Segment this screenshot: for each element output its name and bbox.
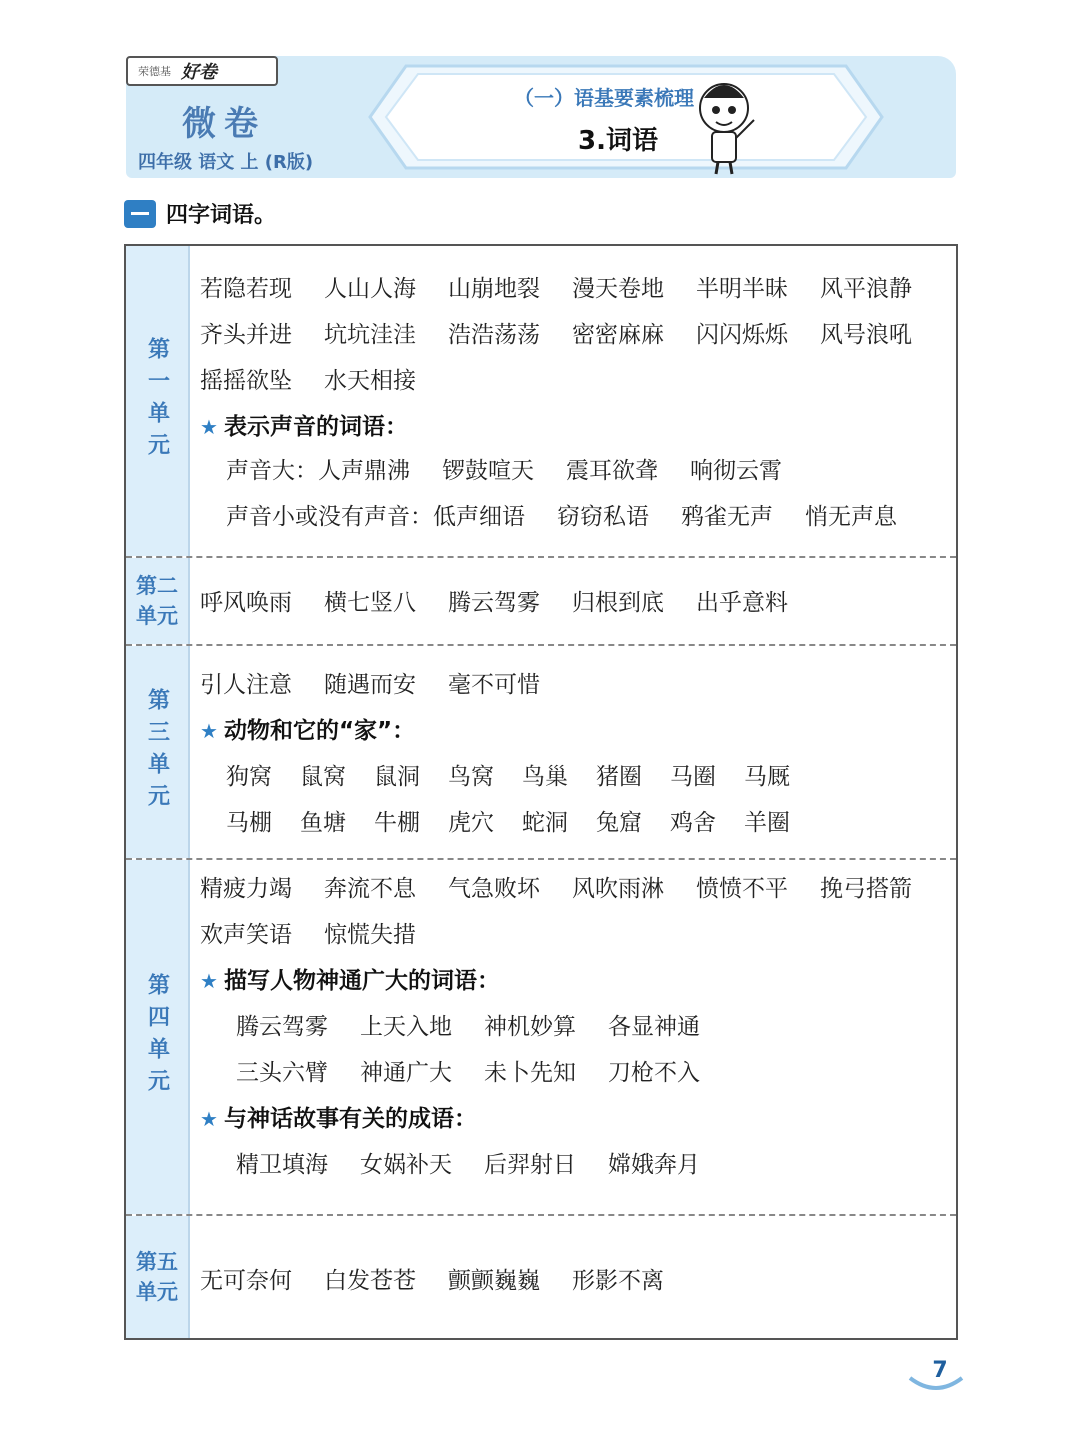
word: 猪圈 xyxy=(596,764,642,790)
word: 山崩地裂 xyxy=(448,276,540,302)
word: 上天入地 xyxy=(360,1014,452,1040)
unit-2-label xyxy=(126,558,190,644)
word-line xyxy=(226,758,818,791)
word: 引人注意 xyxy=(200,672,292,698)
brand-series: 好卷 xyxy=(181,62,217,83)
word-line xyxy=(236,1054,732,1087)
sub-heading xyxy=(200,1100,477,1133)
sub-heading-text: 与神话故事有关的成语： xyxy=(223,1106,477,1132)
star-icon: ★ xyxy=(200,1107,218,1131)
word-line xyxy=(236,1008,732,1041)
word: 腾云驾雾 xyxy=(448,590,540,616)
unit-5-row xyxy=(126,1216,956,1338)
word: 鱼塘 xyxy=(300,810,346,836)
word: 奔流不息 xyxy=(324,876,416,902)
word: 无可奈何 xyxy=(200,1268,292,1294)
star-icon: ★ xyxy=(200,969,218,993)
word: 呼风唤雨 xyxy=(200,590,292,616)
word: 鸦雀无声 xyxy=(681,504,773,530)
category-prefix: 声音小或没有声音： xyxy=(226,504,433,530)
unit-2-row xyxy=(126,558,956,646)
word: 风平浪静 xyxy=(820,276,912,302)
word: 风吹雨淋 xyxy=(572,876,664,902)
word: 各显神通 xyxy=(608,1014,700,1040)
word: 锣鼓喧天 xyxy=(442,458,534,484)
word: 神机妙算 xyxy=(484,1014,576,1040)
book-title: 微卷 xyxy=(182,104,266,144)
word: 颤颤巍巍 xyxy=(448,1268,540,1294)
word-line xyxy=(200,870,944,903)
word: 马圈 xyxy=(670,764,716,790)
sub-heading-text: 动物和它的“家”： xyxy=(223,718,416,744)
word: 人声鼎沸 xyxy=(318,458,410,484)
word: 窃窃私语 xyxy=(557,504,649,530)
word: 悄无声息 xyxy=(805,504,897,530)
word: 马厩 xyxy=(744,764,790,790)
sub-heading-text: 表示声音的词语： xyxy=(223,414,408,440)
word: 鸟巢 xyxy=(522,764,568,790)
unit-2-content xyxy=(190,558,956,644)
sub-heading xyxy=(200,712,415,745)
sub-heading xyxy=(200,408,408,441)
question-number-badge xyxy=(124,200,156,228)
word: 未卜先知 xyxy=(484,1060,576,1086)
page-number: 7 xyxy=(932,1357,948,1383)
word: 精疲力竭 xyxy=(200,876,292,902)
word: 惊慌失措 xyxy=(324,922,416,948)
unit-3-content xyxy=(190,646,956,858)
word-line xyxy=(226,804,818,837)
unit-1-row xyxy=(126,246,956,558)
word: 鼠洞 xyxy=(374,764,420,790)
unit-1-label: 第一单元 xyxy=(126,246,190,556)
word: 嫦娥奔月 xyxy=(608,1152,700,1178)
question-heading xyxy=(124,198,276,229)
grade-label: 四年级 语文 上 (R版) xyxy=(138,152,314,173)
word: 若隐若现 xyxy=(200,276,292,302)
word: 闪闪烁烁 xyxy=(696,322,788,348)
word-line xyxy=(200,270,944,303)
word: 后羿射日 xyxy=(484,1152,576,1178)
unit-3-label: 第三单元 xyxy=(126,646,190,858)
word: 气急败坏 xyxy=(448,876,540,902)
vocab-table xyxy=(124,244,958,1340)
header-banner xyxy=(126,56,956,178)
word-line xyxy=(200,1262,696,1295)
word: 齐头并进 xyxy=(200,322,292,348)
word: 横七竖八 xyxy=(324,590,416,616)
word: 毫不可惜 xyxy=(448,672,540,698)
section-panel xyxy=(366,62,886,172)
word-line xyxy=(236,1146,732,1179)
word-line xyxy=(200,584,820,617)
word: 随遇而安 xyxy=(324,672,416,698)
unit-1-content xyxy=(190,246,956,556)
star-icon: ★ xyxy=(200,415,218,439)
word: 马棚 xyxy=(226,810,272,836)
word: 精卫填海 xyxy=(236,1152,328,1178)
word: 震耳欲聋 xyxy=(566,458,658,484)
word: 鼠窝 xyxy=(300,764,346,790)
word: 女娲补天 xyxy=(360,1152,452,1178)
word-line xyxy=(200,316,944,349)
word: 鸟窝 xyxy=(448,764,494,790)
brand-logo xyxy=(126,56,278,86)
sub-heading-text: 描写人物神通广大的词语： xyxy=(223,968,500,994)
word: 坑坑洼洼 xyxy=(324,322,416,348)
word: 浩浩荡荡 xyxy=(448,322,540,348)
word: 半明半昧 xyxy=(696,276,788,302)
word: 响彻云霄 xyxy=(690,458,782,484)
word: 愤愤不平 xyxy=(696,876,788,902)
sub-heading xyxy=(200,962,500,995)
unit-label-line: 第五 xyxy=(136,1250,178,1274)
word: 神通广大 xyxy=(360,1060,452,1086)
word-line xyxy=(200,362,448,395)
word: 低声细语 xyxy=(433,504,525,530)
word-line xyxy=(200,666,572,699)
word-line xyxy=(226,498,929,531)
unit-5-content xyxy=(190,1216,956,1338)
word: 鸡舍 xyxy=(670,810,716,836)
brand-name: 荣德基 xyxy=(138,65,171,78)
word: 欢声笑语 xyxy=(200,922,292,948)
unit-4-label: 第四单元 xyxy=(126,860,190,1214)
category-prefix: 声音大： xyxy=(226,458,318,484)
word: 羊圈 xyxy=(744,810,790,836)
word: 腾云驾雾 xyxy=(236,1014,328,1040)
unit-label-line: 单元 xyxy=(136,1280,178,1304)
word: 白发苍苍 xyxy=(324,1268,416,1294)
word: 风号浪吼 xyxy=(820,322,912,348)
word: 兔窟 xyxy=(596,810,642,836)
word: 密密麻麻 xyxy=(572,322,664,348)
question-title: 四字词语。 xyxy=(166,203,277,228)
section-title: （一）语基要素梳理 xyxy=(514,86,694,110)
unit-label-line: 第二 xyxy=(136,574,178,598)
word-line xyxy=(226,452,814,485)
unit-4-content xyxy=(190,860,956,1214)
word: 漫天卷地 xyxy=(572,276,664,302)
unit-5-label xyxy=(126,1216,190,1338)
unit-label-line: 单元 xyxy=(136,604,178,628)
word: 摇摇欲坠 xyxy=(200,368,292,394)
word: 出乎意料 xyxy=(696,590,788,616)
unit-3-row xyxy=(126,646,956,860)
word: 狗窝 xyxy=(226,764,272,790)
star-icon: ★ xyxy=(200,719,218,743)
subsection-title: 3.词语 xyxy=(578,126,658,156)
unit-4-row xyxy=(126,860,956,1216)
word: 三头六臂 xyxy=(236,1060,328,1086)
word: 形影不离 xyxy=(572,1268,664,1294)
mascot-icon xyxy=(696,76,758,176)
word: 归根到底 xyxy=(572,590,664,616)
word: 虎穴 xyxy=(448,810,494,836)
word-line xyxy=(200,916,448,949)
word: 刀枪不入 xyxy=(608,1060,700,1086)
word: 蛇洞 xyxy=(522,810,568,836)
word: 挽弓搭箭 xyxy=(820,876,912,902)
word: 水天相接 xyxy=(324,368,416,394)
word: 牛棚 xyxy=(374,810,420,836)
word: 人山人海 xyxy=(324,276,416,302)
